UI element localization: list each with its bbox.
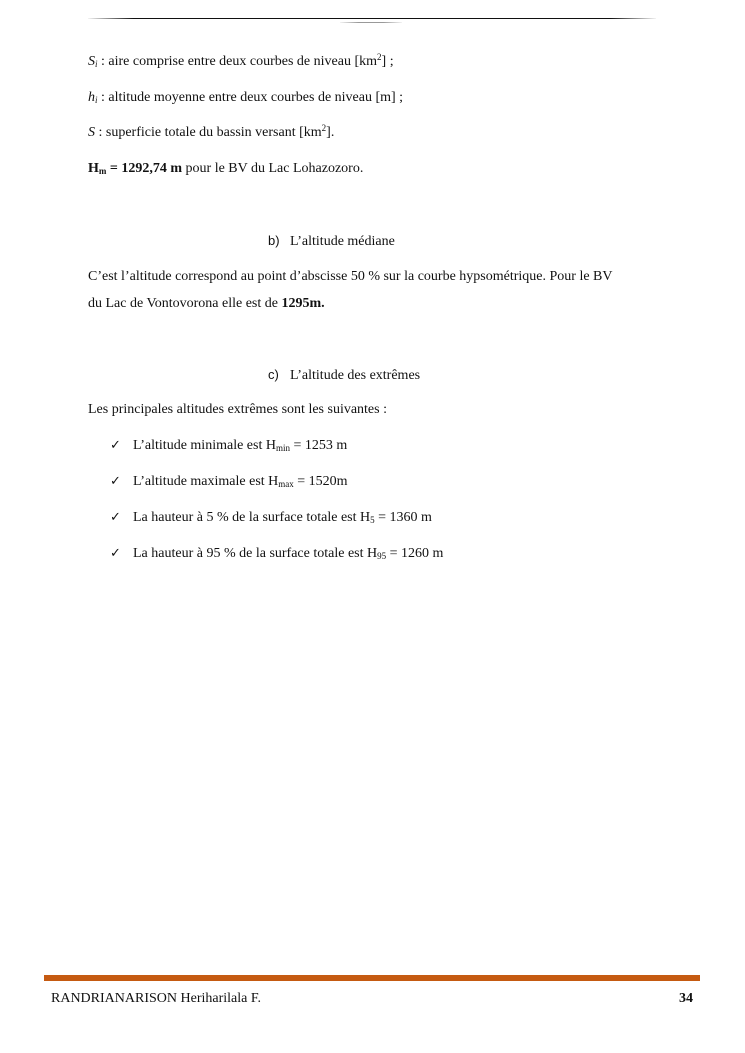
list-item: L’altitude maximale est $H_{max} = 1520m$ [133,474,348,489]
list-item: La hauteur à 5 % de la surface totale est $H_5 = 1360$ m [133,510,432,525]
section-title-b: L’altitude médiane [290,234,395,249]
section-heading-b [268,232,395,251]
list-item: La hauteur à 95 % de la surface totale est $H_{95} = 1260$ m [133,546,444,561]
checkmark-icon: ✓ [110,474,121,489]
median-value: 1295m. [281,296,325,311]
median-paragraph-line2: du Lac de Vontovorona elle est de 1295m. [88,296,325,311]
section-marker-c: c) [268,367,279,382]
median-paragraph-line1: C’est l’altitude correspond au point d’abscisse 50 % sur la courbe hypsométrique. Pour le BV [88,269,613,284]
header-rule [88,18,656,19]
extremes-intro: Les principales altitudes extrêmes sont les suivantes : [88,402,387,417]
definition-si: $S_i$ : aire comprise entre deux courbes de niveau $[km^2]$ ; [88,52,394,69]
header-rule-short [340,22,402,23]
section-heading-c [268,366,420,385]
list-item: L’altitude minimale est $H_{min} = 1253$ m [133,438,348,453]
footer-author: RANDRIANARISON Heriharilala F. [51,991,262,1006]
definition-s: S : superficie totale du bassin versant $[km^2]$. [88,123,335,140]
checkmark-icon: ✓ [110,510,121,525]
footer-rule [44,975,700,981]
page-number: 34 [679,991,693,1006]
section-title-c: L’altitude des extrêmes [290,368,421,383]
definition-hi: $h_i$ : altitude moyenne entre deux courbes de niveau [m] ; [88,90,404,105]
mean-altitude-result: $H_m = 1292,74$ m pour le BV du Lac Lohazozoro. [88,161,364,176]
section-marker-b: b) [268,233,280,248]
checkmark-icon: ✓ [110,546,121,561]
checkmark-icon: ✓ [110,438,121,453]
